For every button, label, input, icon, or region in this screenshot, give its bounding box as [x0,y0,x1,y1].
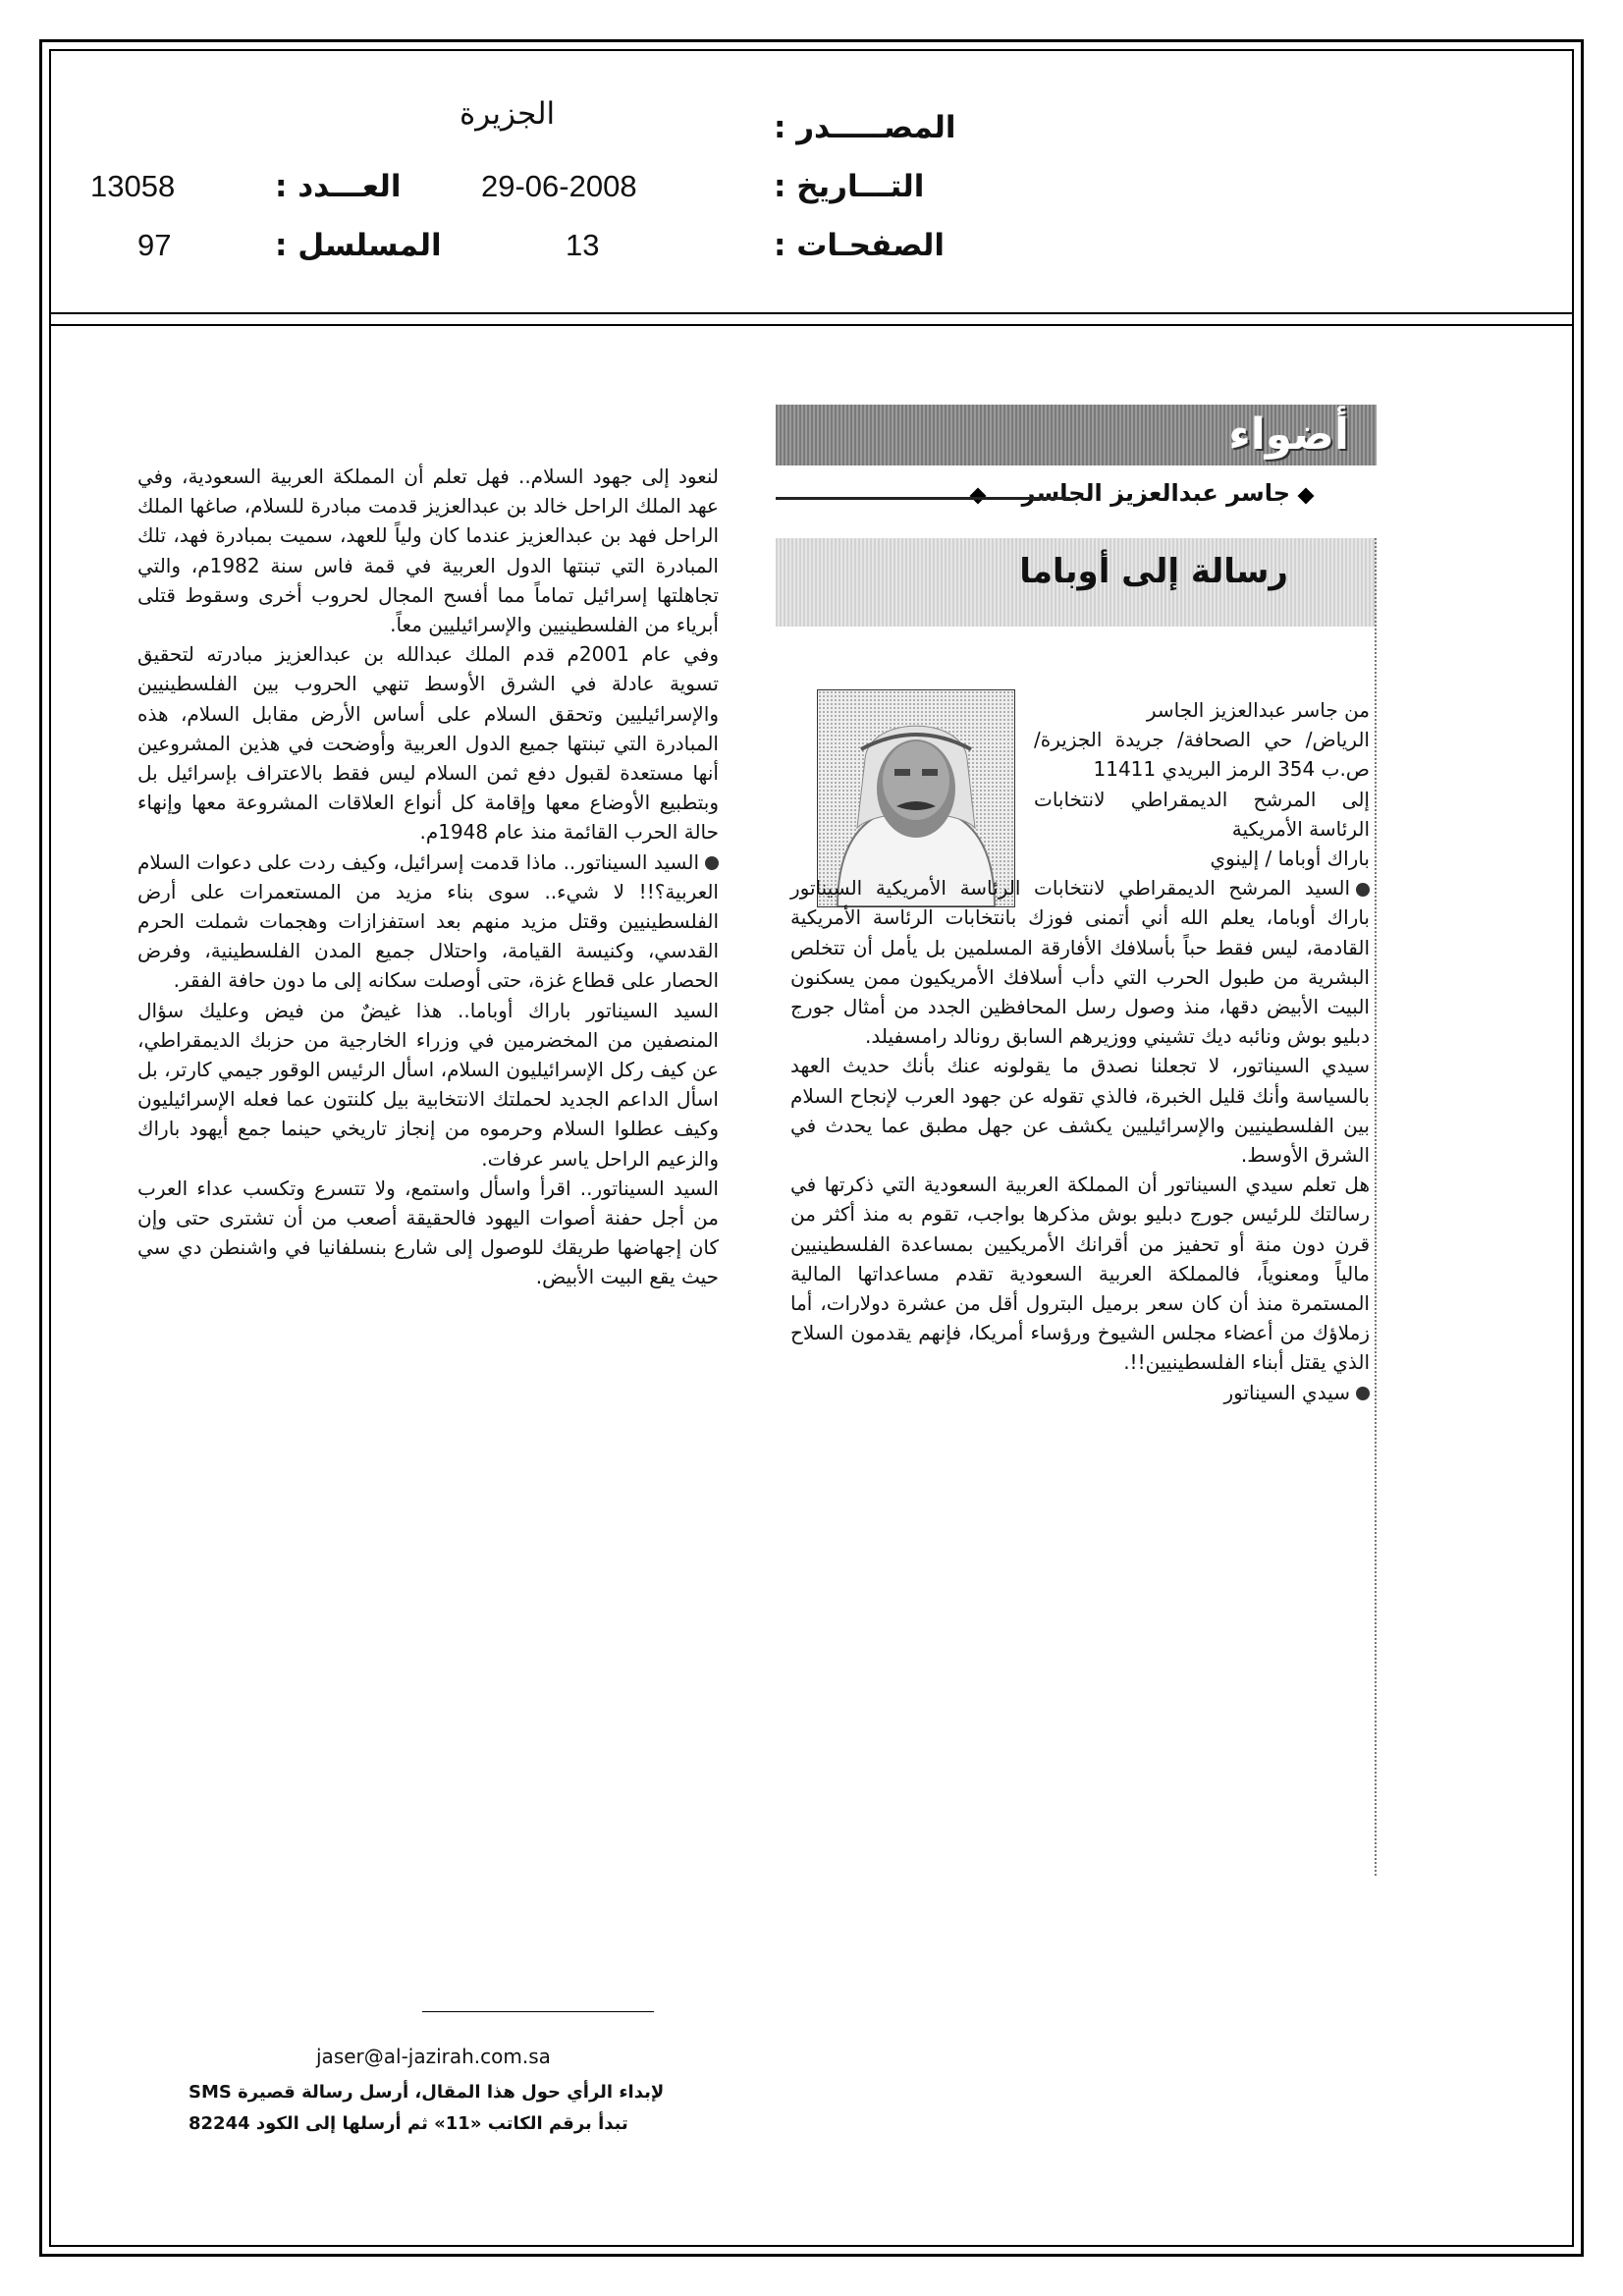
recipient-name: باراك أوباما / إلينوي [1210,847,1370,871]
left-column [137,462,719,1292]
pages-label: الصفحـات : [774,228,946,263]
paragraph [790,1378,1370,1407]
serial-label: المسلسل : [275,228,442,263]
recipient-line: إلى المرشح الديمقراطي لانتخابات الرئاسة الأمريكية [1034,787,1370,841]
issue-value: 13058 [90,169,176,203]
paragraph [137,847,719,996]
author-name: جاسر عبدالعزيز الجاسر [1021,479,1290,507]
diamond-icon [970,488,987,505]
paragraph: هل تعلم سيدي السيناتور أن المملكة العربية السعودية التي ذكرتها في رسالتك للرئيس جورج دبليو بوش مذكرها بواجب، تقوم به منذ أكثر من قرن دون منة أو تحفيز من أقرانك الأمريكيين بمساعدة الفلسطينيين مالياً ومعنوياً، فالمملكة العربية السعودية تقدم مساعداتها المالية المستمرة منذ أن كان سعر برميل البترول أقل من عشرة دولارات، أما زملاؤك من أعضاء مجلس الشيوخ ورؤساء أمريكا، فإنهم يقدمون السلاح الذي يقتل أبناء الفلسطينيين!!. [790,1173,1370,1375]
paragraph: السيد السيناتور باراك أوباما.. هذا غيضٌ من فيض وعليك سؤال المنصفين من المخضرمين في وزراء الخارجية من حزبك الديمقراطي، عن كيف ركل الإسرائيليون السلام، اسأل الرئيس الوقور جيمي كارتر، بل اسأل الداعم الجديد لحملتك الانتخابية بيل كلنتون عما فعله الإسرائيليون وكيف عطلوا السلام وحرموه من إنجاز تاريخي حينما جمع أيهود باراك والزعيم الراحل ياسر عرفات. [137,998,719,1171]
section-title: أضواء [1228,410,1349,460]
bullet-icon [1356,1387,1370,1400]
header-separator-2 [49,324,1574,326]
paragraph: سيدي السيناتور، لا تجعلنا نصدق ما يقولونه عنك بأنك حديث العهد بالسياسة وأنك قليل الخبرة، فالذي تقوله عن جهود العرب لإنجاح السلام بين الفلسطينيين والإسرائيليين يكشف عن جهل مطبق عما يحدث في الشرق الأوسط. [790,1054,1370,1168]
right-column [790,695,1370,1407]
bullet-icon [1356,883,1370,897]
author-email[interactable]: jaser@al-jazirah.com.sa [316,2045,551,2068]
paragraph-text: السيد السيناتور.. ماذا قدمت إسرائيل، وكيف ردت على دعوات السلام العربية؟!! لا شيء.. سوى بناء مزيد من المستعمرات على أرض الفلسطينيين وقتل مزيد منهم بعد استفزازات وهجمات شملت الحرم القدسي، وكنيسة القيامة، واحتلال جميع المدن الفلسطينية، وفرض الحصار على قطاع غزة، حتى أوصلت سكانه إلى ما دون حافة الفقر. [137,849,719,993]
paragraph: لنعود إلى جهود السلام.. فهل تعلم أن المملكة العربية السعودية، وفي عهد الملك الراحل خالد بن عبدالعزيز قدمت مبادرة للسلام، صاغها الملك الراحل فهد بن عبدالعزيز عندما كان ولياً للعهد، سميت بمبادرة فهد، تلك المبادرة التي تبنتها الدول العربية في قمة فاس سنة 1982م، والتي تجاهلتها إسرائيل تماماً مما أفسح المجال لحروب أخرى وسقوط قتلى أبرياء من الفلسطينيين والإسرائيليين معاً. [137,465,719,637]
paragraph [790,873,1370,1051]
header-separator [49,312,1574,314]
serial-value: 97 [137,228,172,262]
bullet-icon [705,856,719,870]
sender-name: من جاسر عبدالعزيز الجاسر [1146,698,1370,722]
sms-code: تبدأ برقم الكاتب «11» ثم أرسلها إلى الكود 82244 [189,2113,628,2134]
paragraph: السيد السيناتور.. اقرأ واسأل واستمع، ولا تتسرع وتكسب عداء العرب من أجل حفنة أصوات اليهود فالحقيقة أصعب من أن تشترى حتى وإن كان إجهاضها طريقك للوصول إلى شارع بنسلفانيا في واشنطن دي سي حيث يقع البيت الأبيض. [137,1175,719,1289]
sms-instruction: لإبداء الرأي حول هذا المقال، أرسل رسالة قصيرة SMS [189,2082,665,2103]
byline [776,477,1377,517]
paragraph-text: سيدي السيناتور [1223,1380,1350,1404]
footer-separator [422,2011,654,2012]
diamond-icon [1298,488,1315,505]
sender-address: الرياض/ حي الصحافة/ جريدة الجزيرة/ ص.ب 354 الرمز البريدي 11411 [1034,728,1370,782]
section-banner [776,405,1377,465]
date-value: 29-06-2008 [481,169,637,203]
source-label: المصـــــدر : [774,110,956,145]
article-title: رسالة إلى أوباما [1019,552,1288,591]
byline-rule [776,497,1070,500]
pages-value: 13 [566,228,600,262]
issue-label: العـــدد : [275,169,402,204]
paragraph-text: السيد المرشح الديمقراطي لانتخابات الرئاسة الأمريكية السيناتور باراك أوباما، يعلم الله أني أتمنى فوزك بانتخابات الرئاسة الأمريكية القادمة، ليس فقط حباً بأسلافك الأفارقة المسلمين بل يأمل أن تتخلص البشرية من طبول الحرب التي دأب أسلافك الأمريكيون ممن يسكنون البيت الأبيض دقها، منذ وصول رسل المحافظين الجدد من أمثال جورج دبليو بوش ونائبه ديك تشيني ووزيرهم السابق رونالد رامسفيلد. [790,876,1370,1049]
title-box [776,538,1377,627]
paragraph: وفي عام 2001م قدم الملك عبدالله بن عبدالعزيز مبادرته لتحقيق تسوية عادلة في الشرق الأوسط تنهي الحروب بين الفلسطينيين والإسرائيليين وتحقق السلام على أساس الأرض مقابل السلام، هذه المبادرة التي تبنتها جميع الدول العربية وأوضحت في هذين المشروعين أنها مستعدة لقبول دفع ثمن السلام ليس فقط بالاعتراف بإسرائيل بل وبتطبيع الأوضاع معها وإقامة كل أنواع العلاقات المشروعة معها وإنهاء حالة الحرب القائمة منذ عام 1948م. [137,642,719,845]
column-border [1375,538,1377,1876]
date-label: التـــاريخ : [774,169,925,204]
source-value: الجزيرة [460,96,556,131]
